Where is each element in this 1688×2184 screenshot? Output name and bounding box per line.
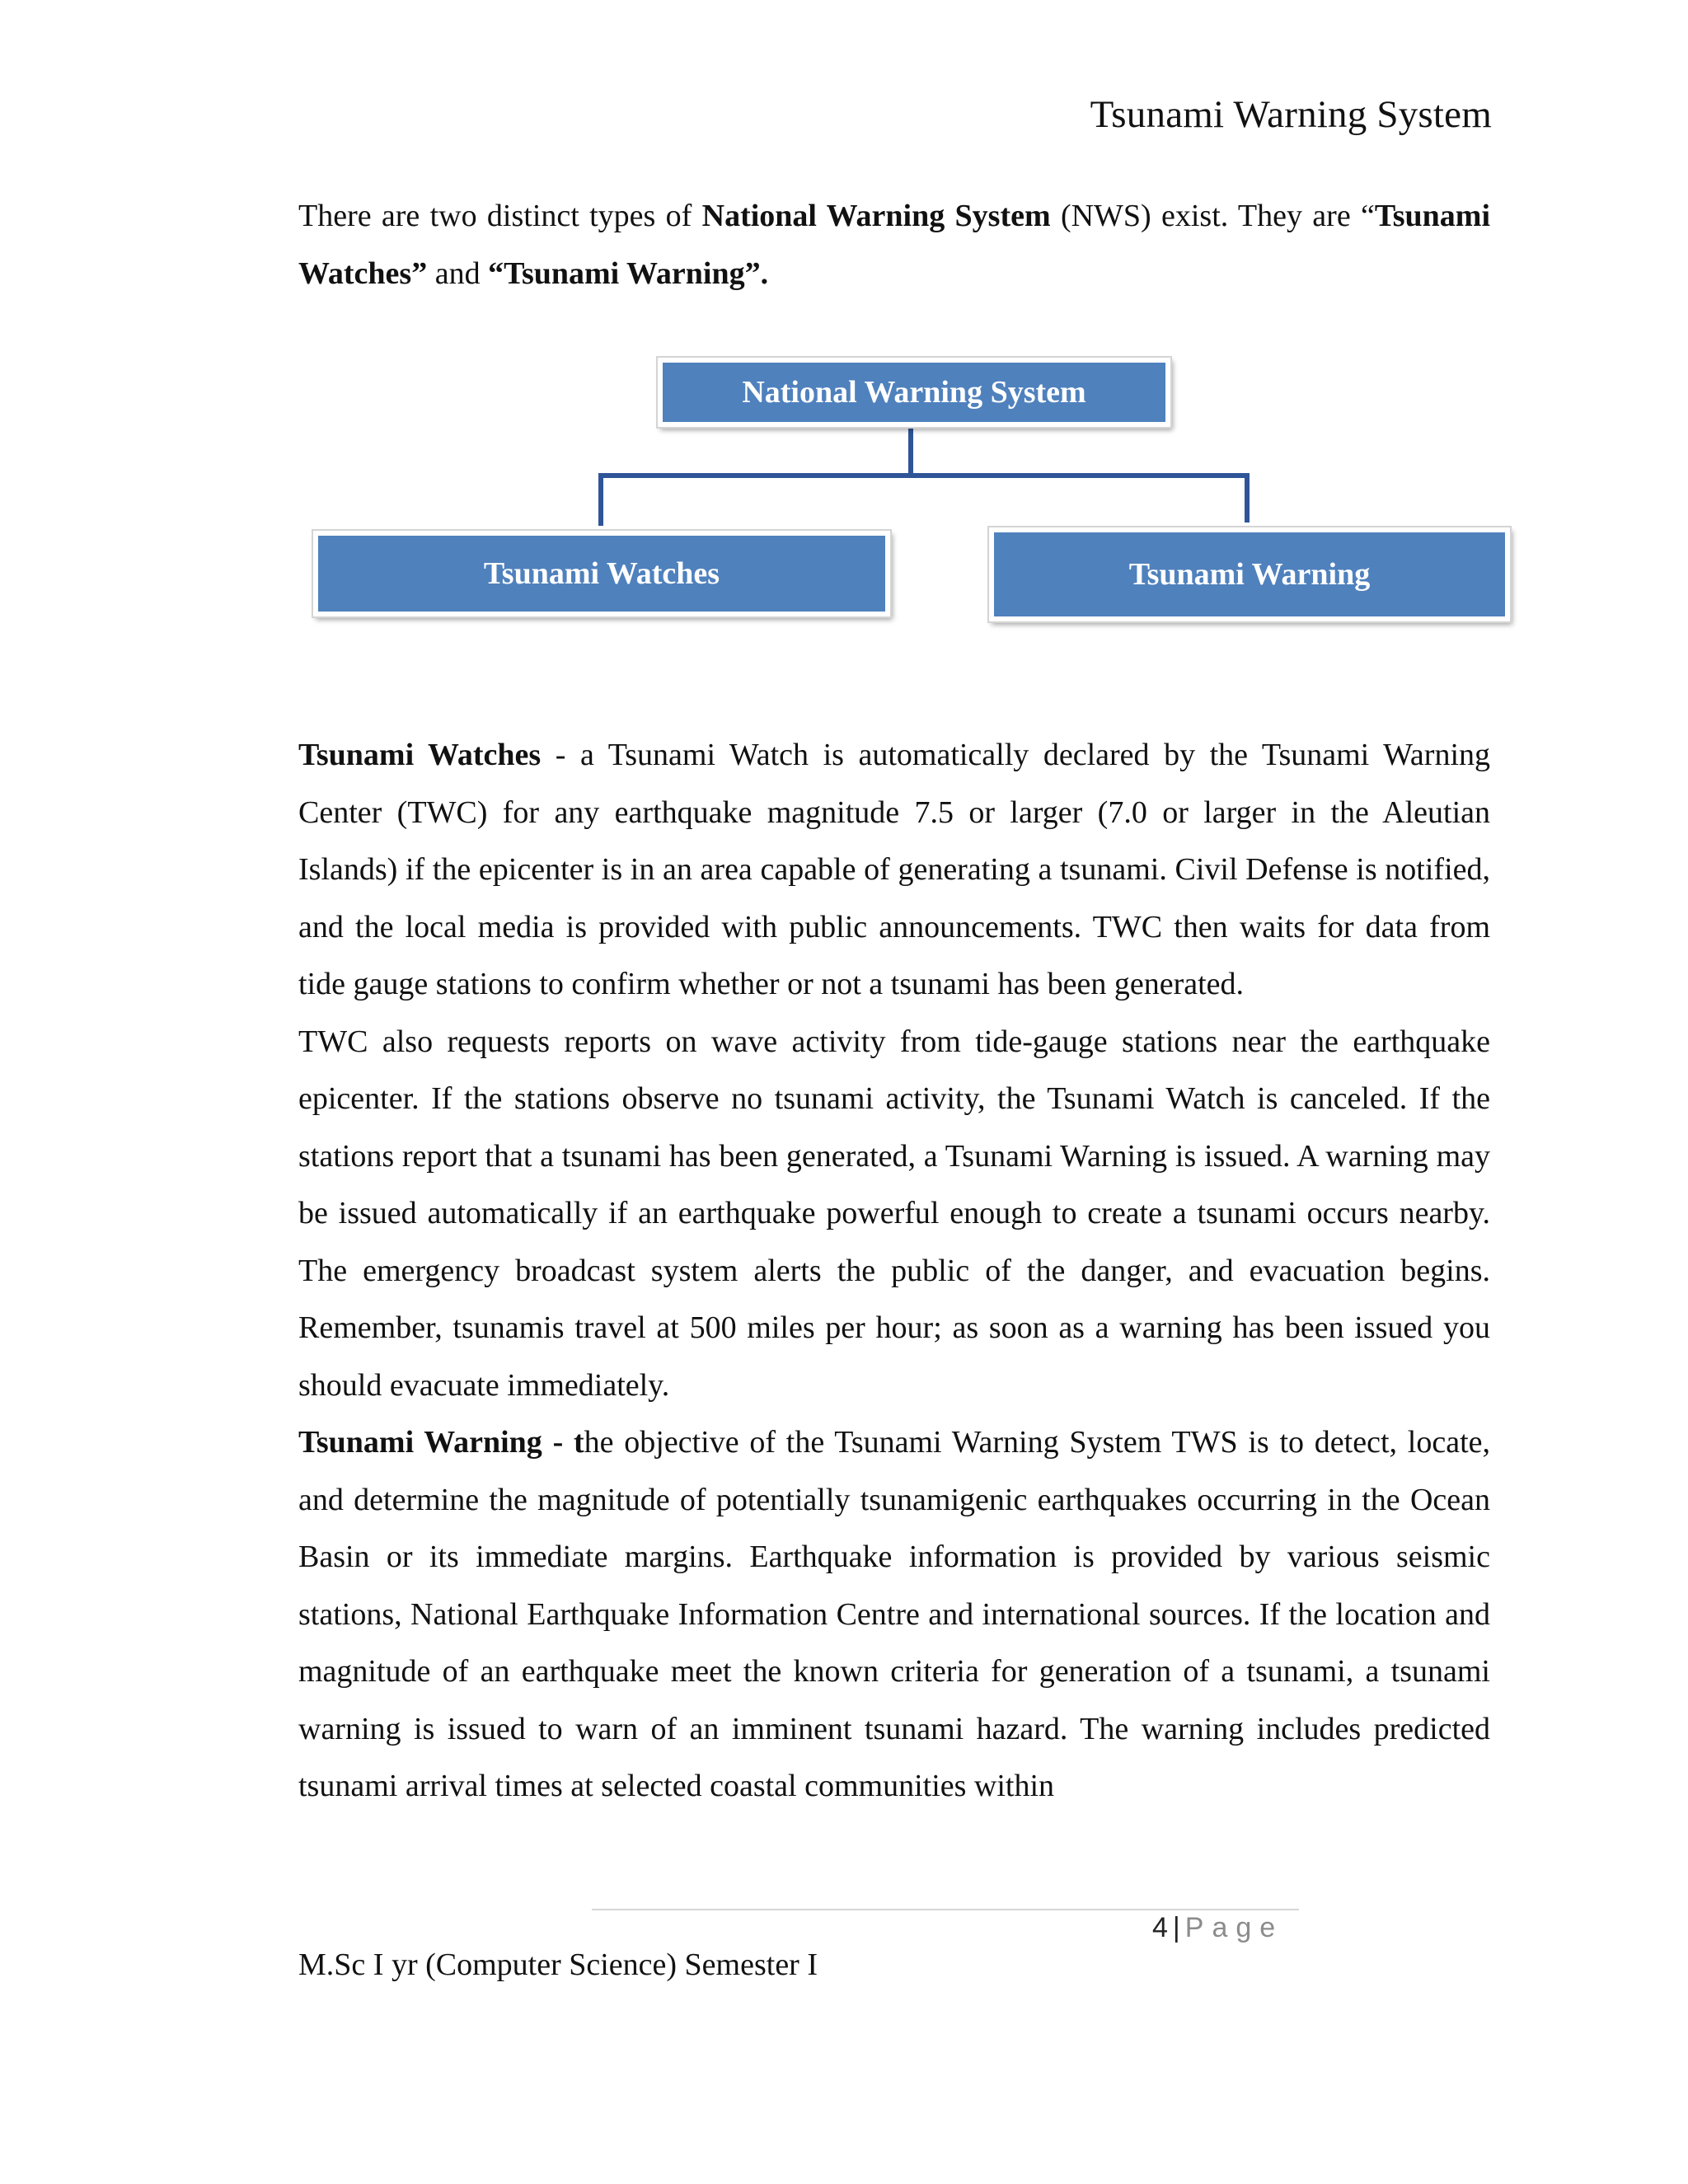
connector-vertical-right — [1245, 473, 1250, 523]
body-text — [298, 727, 1490, 1816]
intro-text-1: There are two distinct types of — [298, 199, 702, 233]
watches-paragraph — [298, 727, 1490, 1014]
intro-bold-watches: Tsunami Watches” — [298, 199, 1490, 291]
diagram-right-label: Tsunami Warning — [1128, 557, 1371, 592]
page-separator: | — [1172, 1912, 1180, 1943]
intro-paragraph — [298, 188, 1490, 302]
connector-vertical-left — [598, 473, 603, 526]
connector-vertical-main — [908, 422, 913, 478]
watches-heading: Tsunami Watches — [298, 738, 542, 772]
warning-paragraph — [298, 1414, 1490, 1816]
diagram-left-label: Tsunami Watches — [483, 556, 720, 591]
diagram-root-box — [658, 358, 1170, 427]
footer-course: M.Sc I yr (Computer Science) Semester I — [298, 1947, 818, 1982]
intro-bold-warning: “Tsunami Warning”. — [488, 255, 769, 291]
twc-paragraph: TWC also requests reports on wave activity from tide-gauge stations near the earthquake epicenter. If the stations observe no tsunami activity, the Tsunami Watch is canceled. If the stations report that a tsunami has been generated, a Tsunami Warning is issued. A warning may be issued automatically if an earthquake powerful enough to create a tsunami occurs nearby. The emergency broadcast system alerts the public of the danger, and evacuation begins. Remember, tsunamis travel at 500 miles per hour; as soon as a warning has been issued you should evacuate immediately. — [298, 1024, 1490, 1403]
page-number-value: 4 — [1152, 1912, 1168, 1943]
diagram-root-label: National Warning System — [742, 375, 1086, 410]
header-title: Tsunami Warning System — [1090, 93, 1492, 136]
diagram-left-box — [313, 531, 890, 616]
watches-text: - a Tsunami Watch is automatically declared by the Tsunami Warning Center (TWC) for any earthquake magnitude 7.5 or larger (7.0 or larger in the Aleutian Islands) if the epicenter is in an area capable of generating a tsunami. Civil Defense is notified, and the local media is provided with public announcements. TWC then waits for data from tide gauge stations to confirm whether or not a tsunami has been generated. — [298, 738, 1491, 1001]
intro-bold-nws: National Warning System — [701, 199, 1051, 233]
footer-divider — [592, 1909, 1299, 1910]
page-word: Page — [1184, 1912, 1284, 1943]
page-number — [1152, 1912, 1283, 1944]
intro-text-2: (NWS) exist. They are “ — [1050, 199, 1375, 233]
connector-horizontal — [598, 473, 1250, 478]
warning-heading: Tsunami Warning - t — [298, 1425, 584, 1460]
intro-text-3: and — [427, 255, 489, 291]
diagram-right-box — [989, 527, 1510, 621]
warning-text: he objective of the Tsunami Warning System TWS is to detect, locate, and determine the magnitude of potentially tsunamigenic earthquakes occurring in the Ocean Basin or its immediate margins. Earthquake information is provided by various seismic stations, National Earthquake Information Centre and international sources. If the location and magnitude of an earthquake meet the known criteria for generation of a tsunami, a tsunami warning is issued to warn of an imminent tsunami hazard. The warning includes predicted tsunami arrival times at selected coastal communities within — [298, 1425, 1490, 1803]
